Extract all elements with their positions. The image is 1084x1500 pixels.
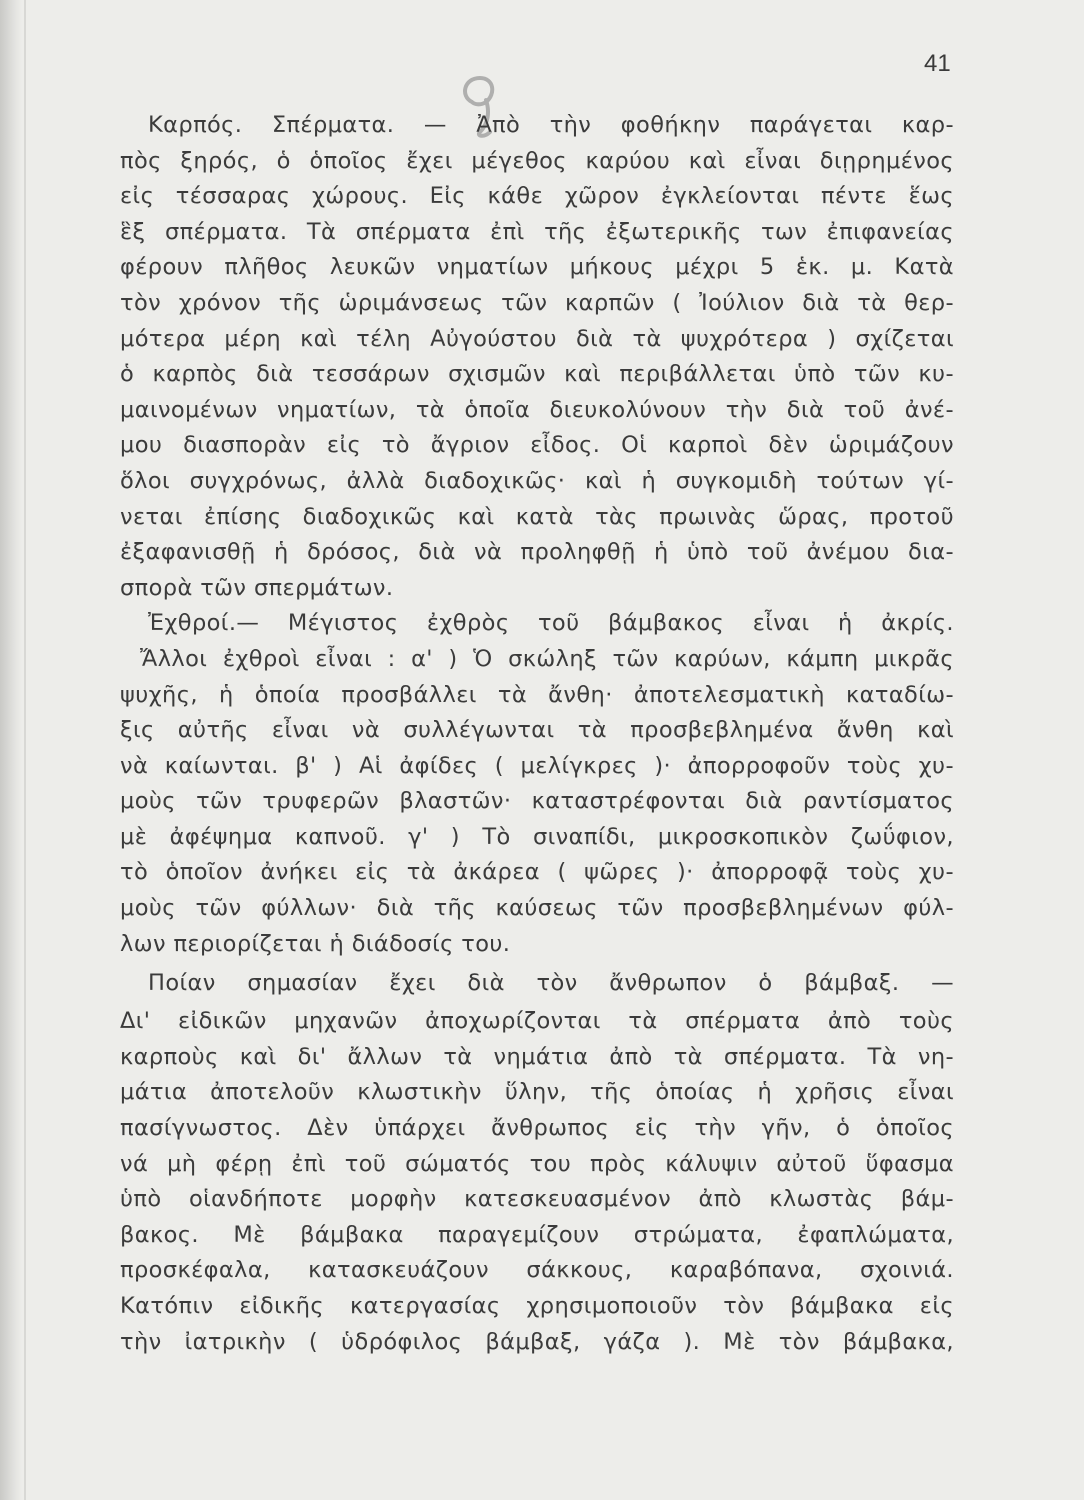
body-text <box>120 108 954 1360</box>
text-line: πὸς ξηρός, ὁ ὁποῖος ἔχει μέγεθος καρύου καὶ εἶναι διῃρημένος <box>120 147 954 174</box>
text-line: εἰς τέσσαρας χώρους. Εἰς κάθε χῶρον ἐγκλείονται πέντε ἕως <box>120 183 954 210</box>
text-line: μαινομένων νηματίων, τὰ ὁποῖα διευκολύνουν τὴν διὰ τοῦ ἀνέ- <box>120 396 954 423</box>
text-line: φέρουν πλῆθος λευκῶν νηματίων μήκους μέχρι 5 ἑκ. μ. Κατὰ <box>120 254 954 281</box>
text-line: μάτια ἀποτελοῦν κλωστικὴν ὕλην, τῆς ὁποίας ἡ χρῆσις εἶναι <box>120 1079 954 1106</box>
text-line: λων περιορίζεται ἡ διάδοσίς του. <box>120 930 511 957</box>
text-line: ἓξ σπέρματα. Τὰ σπέρματα ἐπὶ τῆς ἐξωτερικῆς των ἐπιφανείας <box>120 218 954 245</box>
text-line: Ἐχθροί.— Μέγιστος ἐχθρὸς τοῦ βάμβακος εἶναι ἡ ἀκρίς. <box>148 610 954 637</box>
text-line: ψυχῆς, ἡ ὁποία προσβάλλει τὰ ἄνθη· ἀποτελεσματικὴ καταδίω- <box>120 681 954 708</box>
text-line: νά μὴ φέρῃ ἐπὶ τοῦ σώματός του πρὸς κάλυψιν αὐτοῦ ὕφασμα <box>120 1150 954 1177</box>
text-line: Δι' εἰδικῶν μηχανῶν ἀποχωρίζονται τὰ σπέρματα ἀπὸ τοὺς <box>120 1008 954 1035</box>
text-line: Καρπός. Σπέρματα. — Ἀπὸ τὴν φοθήκην παράγεται καρ- <box>148 112 954 138</box>
text-line: μότερα μέρη καὶ τέλη Αὐγούστου διὰ τὰ ψυχρότερα ) σχίζεται <box>120 325 954 352</box>
text-line: ἐξαφανισθῇ ἡ δρόσος, διὰ νὰ προληφθῇ ἡ ὑπὸ τοῦ ἀνέμου δια- <box>120 539 954 566</box>
text-line: μου διασπορὰν εἰς τὸ ἄγριον εἶδος. Οἱ καρποὶ δὲν ὡριμάζουν <box>120 432 954 459</box>
text-line: τὸ ὁποῖον ἀνήκει εἰς τὰ ἀκάρεα ( ψῶρες )· ἀπορροφᾷ τοὺς χυ- <box>120 859 954 886</box>
text-line: τὸν χρόνον τῆς ὡριμάνσεως τῶν καρπῶν ( Ἰούλιον διὰ τὰ θερ- <box>120 289 954 316</box>
text-line: μοὺς τῶν τρυφερῶν βλαστῶν· καταστρέφονται διὰ ραντίσματος <box>120 788 954 815</box>
page-left-edge-shadow <box>0 0 22 1500</box>
text-line: νεται ἐπίσης διαδοχικῶς καὶ κατὰ τὰς πρωινὰς ὥρας, προτοῦ <box>120 503 954 530</box>
text-line: ὁ καρπὸς διὰ τεσσάρων σχισμῶν καὶ περιβάλλεται ὑπὸ τῶν κυ- <box>120 361 954 388</box>
text-line: ξις αὐτῆς εἶναι νὰ συλλέγωνται τὰ προσβεβλημένα ἄνθη καὶ <box>120 717 954 744</box>
text-line: Ἄλλοι ἐχθροὶ εἶναι : α' ) Ὁ σκώληξ τῶν καρύων, κάμπη μικρᾶς <box>140 645 954 672</box>
text-line: προσκέφαλα, κατασκευάζουν σάκκους, καραβόπανα, σχοινιά. <box>120 1257 954 1284</box>
text-line: μοὺς τῶν φύλλων· διὰ τῆς καύσεως τῶν προσβεβλημένων φύλ- <box>120 895 954 922</box>
text-line: πασίγνωστος. Δὲν ὑπάρχει ἄνθρωπος εἰς τὴν γῆν, ὁ ὁποῖος <box>120 1115 954 1142</box>
text-line: Ποίαν σημασίαν ἔχει διὰ τὸν ἄνθρωπον ὁ βάμβαξ. — <box>148 970 954 997</box>
text-line: σπορὰ τῶν σπερμάτων. <box>120 574 394 601</box>
text-line: τὴν ἰατρικὴν ( ὑδρόφιλος βάμβαξ, γάζα ). Μὲ τὸν βάμβακα, <box>120 1328 954 1355</box>
text-line: νὰ καίωνται. β' ) Αἱ ἀφίδες ( μελίγκρες )· ἀπορροφοῦν τοὺς χυ- <box>120 752 954 779</box>
text-line: ὅλοι συγχρόνως, ἀλλὰ διαδοχικῶς· καὶ ἡ συγκομιδὴ τούτων γί- <box>120 467 954 494</box>
text-line: μὲ ἀφέψημα καπνοῦ. γ' ) Τὸ σιναπίδι, μικροσκοπικὸν ζωΰφιον, <box>120 823 954 850</box>
text-line: Κατόπιν εἰδικῆς κατεργασίας χρησιμοποιοῦν τὸν βάμβακα εἰς <box>120 1293 954 1319</box>
text-line: βακος. Μὲ βάμβακα παραγεμίζουν στρώματα, ἐφαπλώματα, <box>120 1221 954 1248</box>
page-number: 41 <box>924 50 951 77</box>
text-line: ὑπὸ οἱανδήποτε μορφὴν κατεσκευασμένον ἀπὸ κλωστὰς βάμ- <box>120 1186 954 1213</box>
text-line: καρποὺς καὶ δι' ἄλλων τὰ νημάτια ἀπὸ τὰ σπέρματα. Τὰ νη- <box>120 1043 954 1070</box>
page-left-edge-line <box>24 0 26 1500</box>
